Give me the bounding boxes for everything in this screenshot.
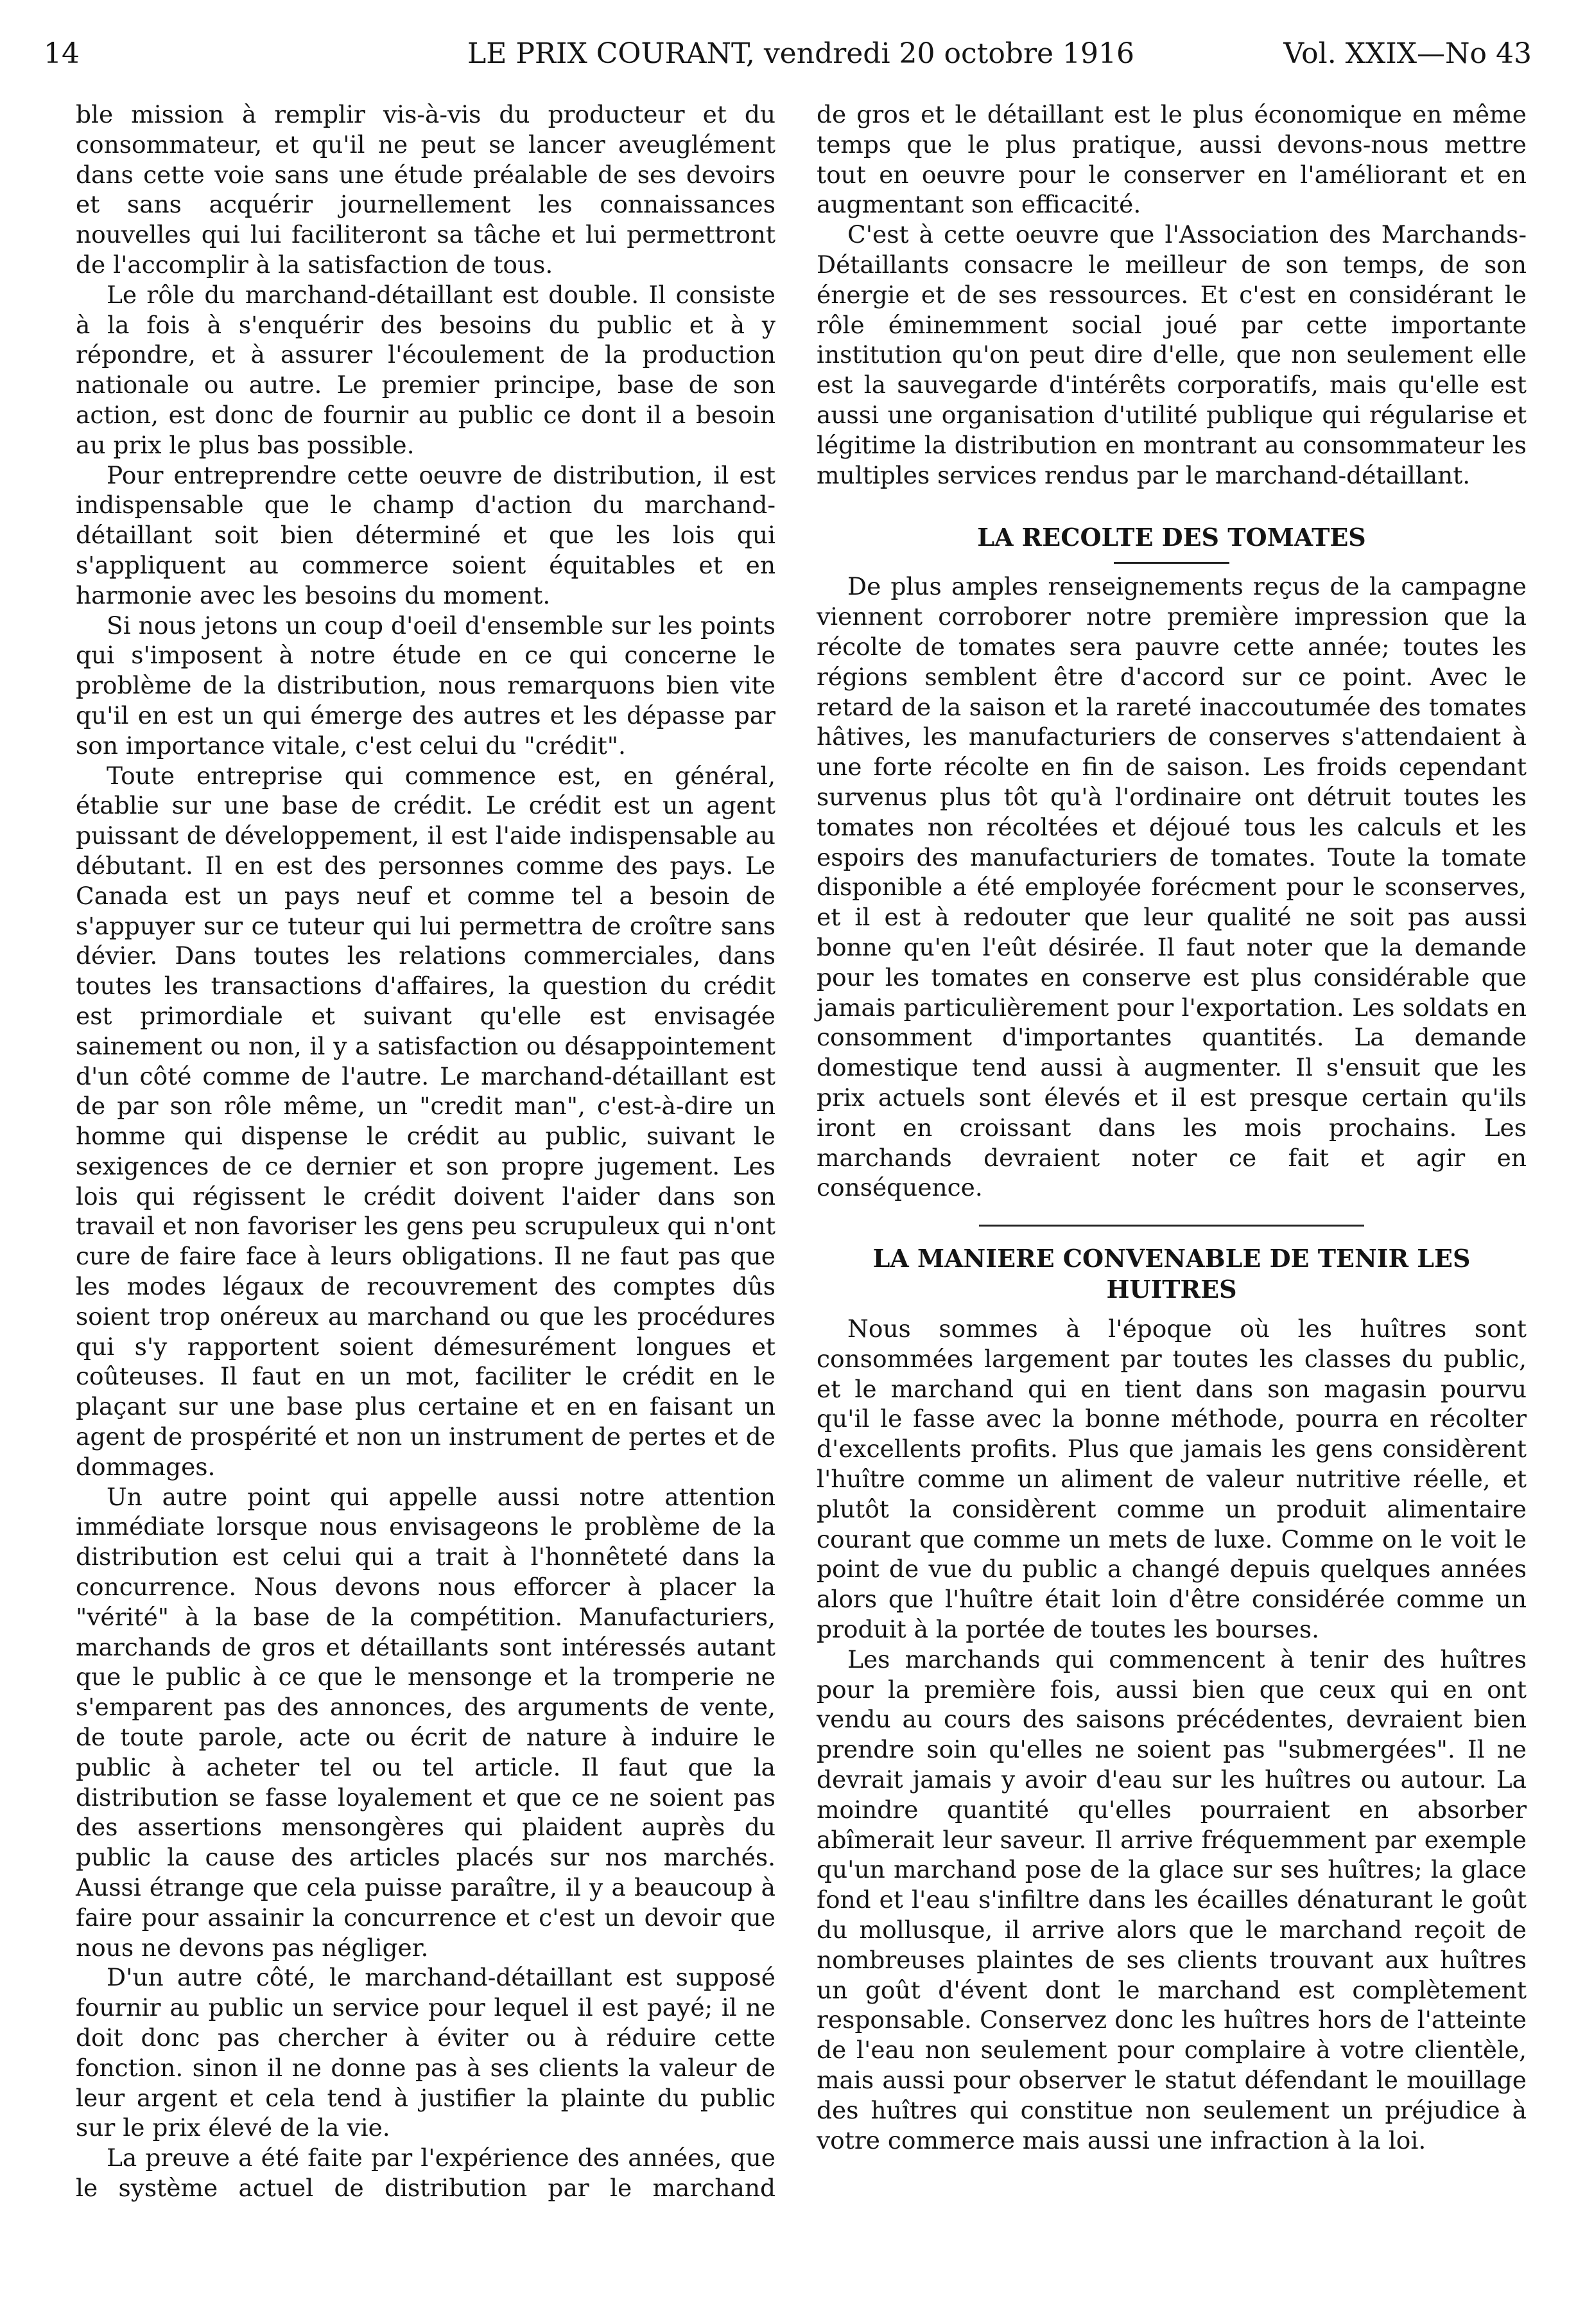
running-head xyxy=(44,37,1532,82)
paragraph: Le rôle du marchand-détaillant est double. Il consiste à la fois à s'enquérir des besoins du public et à y répondre, et à assurer l'écoulement de la production nationale ou autre. Le premier principe, base de son action, est donc de fournir au public ce dont il a besoin au prix le plus bas possible. xyxy=(76,280,775,459)
paragraph: Un autre point qui appelle aussi notre attention immédiate lorsque nous envisageons le problème de la distribution est celui qui a trait à l'honnêteté dans la concurrence. Nous devons nous efforcer à placer la "vérité" à la base de la compétition. Manufacturiers, marchands de gros et détaillants sont intéressés autant que le public à ce que le mensonge et la tromperie ne s'emparent pas des annonces, des arguments de vente, de toute parole, acte ou écrit de nature à induire le public à acheter tel ou tel article. Il faut que la distribution se fasse loyalement et que ce ne soient pas des assertions mensongères qui plaident auprès du public la cause des articles placés sur nos marchés. Aussi étrange que cela puisse paraître, il y a beaucoup à faire pour assainir la concurrence et c'est un devoir que nous ne devons pas négliger. xyxy=(76,1482,775,1962)
paragraph: Pour entreprendre cette oeuvre de distribution, il est indispensable que le champ d'action du marchand-détaillant soit bien déterminé et que les lois qui s'appliquent au commerce soient équitables et en harmonie avec les besoins du moment. xyxy=(76,460,775,609)
paragraph: D'un autre côté, le marchand-détaillant est supposé fournir au public un service pour lequel il est payé; il ne doit donc pas chercher à éviter ou à réduire cette fonction. sinon il ne donne pas à ses clients la valeur de leur argent et cela tend à justifier la plainte du public sur le prix élevé de la vie. xyxy=(76,1963,775,2142)
paragraph: Toute entreprise qui commence est, en général, établie sur une base de crédit. Le crédit est un agent puissant de développement, il est l'aide indispensable au débutant. Il en est des personnes comme des pays. Le Canada est un pays neuf et comme tel a besoin de s'appuyer sur ce tuteur qui lui permettra de croître sans dévier. Dans toutes les relations commerciales, dans toutes les transactions d'affaires, la question du crédit est primordiale et suivant qu'elle est envisagée sainement ou non, il y a satisfaction ou désappointement d'un côté comme de l'autre. Le marchand-détaillant est de par son rôle même, un "credit man", c'est-à-dire un homme qui dispense le crédit au public, suivant le sexigences de ce dernier et son propre jugement. Les lois qui régissent le crédit doivent l'aider dans son travail et non favoriser les gens peu scrupuleux qui n'ont cure de faire face à leurs obligations. Il ne faut pas que les modes légaux de recouvrement des comptes dûs soient trop onéreux au marchand ou que les procédures qui s'y rapportent soient démesurément longues et coûteuses. Il faut en un mot, faciliter le crédit en le plaçant sur une base plus certaine et en en faisant un agent de prospérité et non un instrument de pertes et de dommages. xyxy=(76,761,775,1481)
paragraph: Si nous jetons un coup d'oeil d'ensemble sur les points qui s'imposent à notre étude en ce qui concerne le problème de la distribution, nous remarquons bien vite qu'il en est un qui émerge des autres et les dépasse par son importance vitale, c'est celui du "crédit". xyxy=(76,611,775,760)
paragraph: De plus amples renseignements reçus de la campagne viennent corroborer notre première impression que la récolte de tomates sera pauvre cette année; toutes les régions semblent être d'accord sur ce point. Avec le retard de la saison et la rareté inaccoutumée des tomates hâtives, les manufacturiers de conserves s'attendaient à une forte récolte en fin de saison. Les froids cependant survenus plus tôt qu'à l'ordinaire ont détruit toutes les tomates non récoltées et déjoué tous les calculs et les espoirs des manufacturiers de tomates. Toute la tomate disponible a été employée forécment pour le sconserves, et il est à redouter que leur qualité ne soit pas aussi bonne qu'en l'eût désirée. Il faut noter que la demande pour les tomates en conserve est plus considérable que jamais particulièrement pour l'exportation. Les soldats en consomment d'importantes quantités. La demande domestique tend aussi à augmenter. Il s'ensuit que les prix actuels sont élevés et il est presque certain qu'ils iront en croissant dans les mois prochains. Les marchands devraient noter ce fait et agir en conséquence. xyxy=(817,572,1527,1202)
paragraph: C'est à cette oeuvre que l'Association des Marchands-Détaillants consacre le meilleur de son temps, de son énergie et de ses ressources. Et c'est en considérant le rôle éminemment social joué par cette importante institution qu'on peut dire d'elle, que non seulement elle est la sauvegarde d'intérêts corporatifs, mais qu'elle est aussi une organisation d'utilité publique qui régularise et légitime la distribution en montrant au consommateur les multiples services rendus par le marchand-détaillant. xyxy=(817,220,1527,489)
right-column xyxy=(817,100,1527,2296)
page-number: 14 xyxy=(44,37,80,70)
paragraph: Les marchands qui commencent à tenir des huîtres pour la première fois, aussi bien que ceux qui en ont vendu au cours des saisons précédentes, devraient bien prendre soin qu'elles ne soient pas "submergées". Il ne devrait jamais y avoir d'eau sur les huîtres ou autour. La moindre quantité qu'elles pourraient en absorber abîmerait leur saveur. Il arrive fréquemment par exemple qu'un marchand pose de la glace sur ses huîtres; la glace fond et l'eau s'infiltre dans les écailles dénaturant le goût du mollusque, il arrive alors que le marchand reçoit de nombreuses plaintes de ses clients trouvant aux huîtres un goût d'évent dont le marchand est complètement responsable. Conservez donc les huîtres hors de l'atteinte de l'eau non seulement pour complaire à votre clientèle, mais aussi pour observer le statut défendant le mouillage des huîtres qui constitue non seulement un préjudice à votre commerce mais aussi une infraction à la loi. xyxy=(817,1645,1527,2154)
paragraph: La preuve a été faite par l'expérience des années, que le système actuel de distribution par le marchand xyxy=(76,2144,775,2202)
article-title-tomates: LA RECOLTE DES TOMATES xyxy=(977,523,1366,552)
paragraph: ble mission à remplir vis-à-vis du producteur et du consommateur, et qu'il ne peut se lancer aveuglément dans cette voie sans une étude préalable de ses devoirs et sans acquérir journellement les connaissances nouvelles qui lui faciliteront sa tâche et lui permettront de l'accomplir à la satisfaction de tous. xyxy=(76,100,775,279)
paragraph: de gros et le détaillant est le plus économique en même temps que le plus pratique, aussi devons-nous mettre tout en oeuvre pour le conserver en l'améliorant et en augmentant son efficacité. xyxy=(817,100,1527,219)
paragraph: Nous sommes à l'époque où les huîtres sont consommées largement par toutes les classes du public, et le marchand qui en tient dans son magasin pourvu qu'il le fasse avec la bonne méthode, pourra en récolter d'excellents profits. Plus que jamais les gens considèrent l'huître comme un aliment de valeur nutritive réelle, et plutôt la considèrent comme un produit alimentaire courant que comme un mets de luxe. Comme on le voit le point de vue du public a changé depuis quelques années alors que l'huître était loin d'être considérée comme un produit à la portée de toutes les bourses. xyxy=(817,1315,1527,1644)
left-column xyxy=(76,100,775,2296)
title-rule xyxy=(1114,562,1229,564)
article-title-huitres: LA MANIERE CONVENABLE DE TENIR LES HUITRES xyxy=(872,1244,1471,1304)
article-separator-rule xyxy=(979,1225,1364,1227)
publication-line: LE PRIX COURANT, vendredi 20 octobre 1916 xyxy=(467,37,1135,70)
volume-number: Vol. XXIX—No 43 xyxy=(1283,37,1532,70)
